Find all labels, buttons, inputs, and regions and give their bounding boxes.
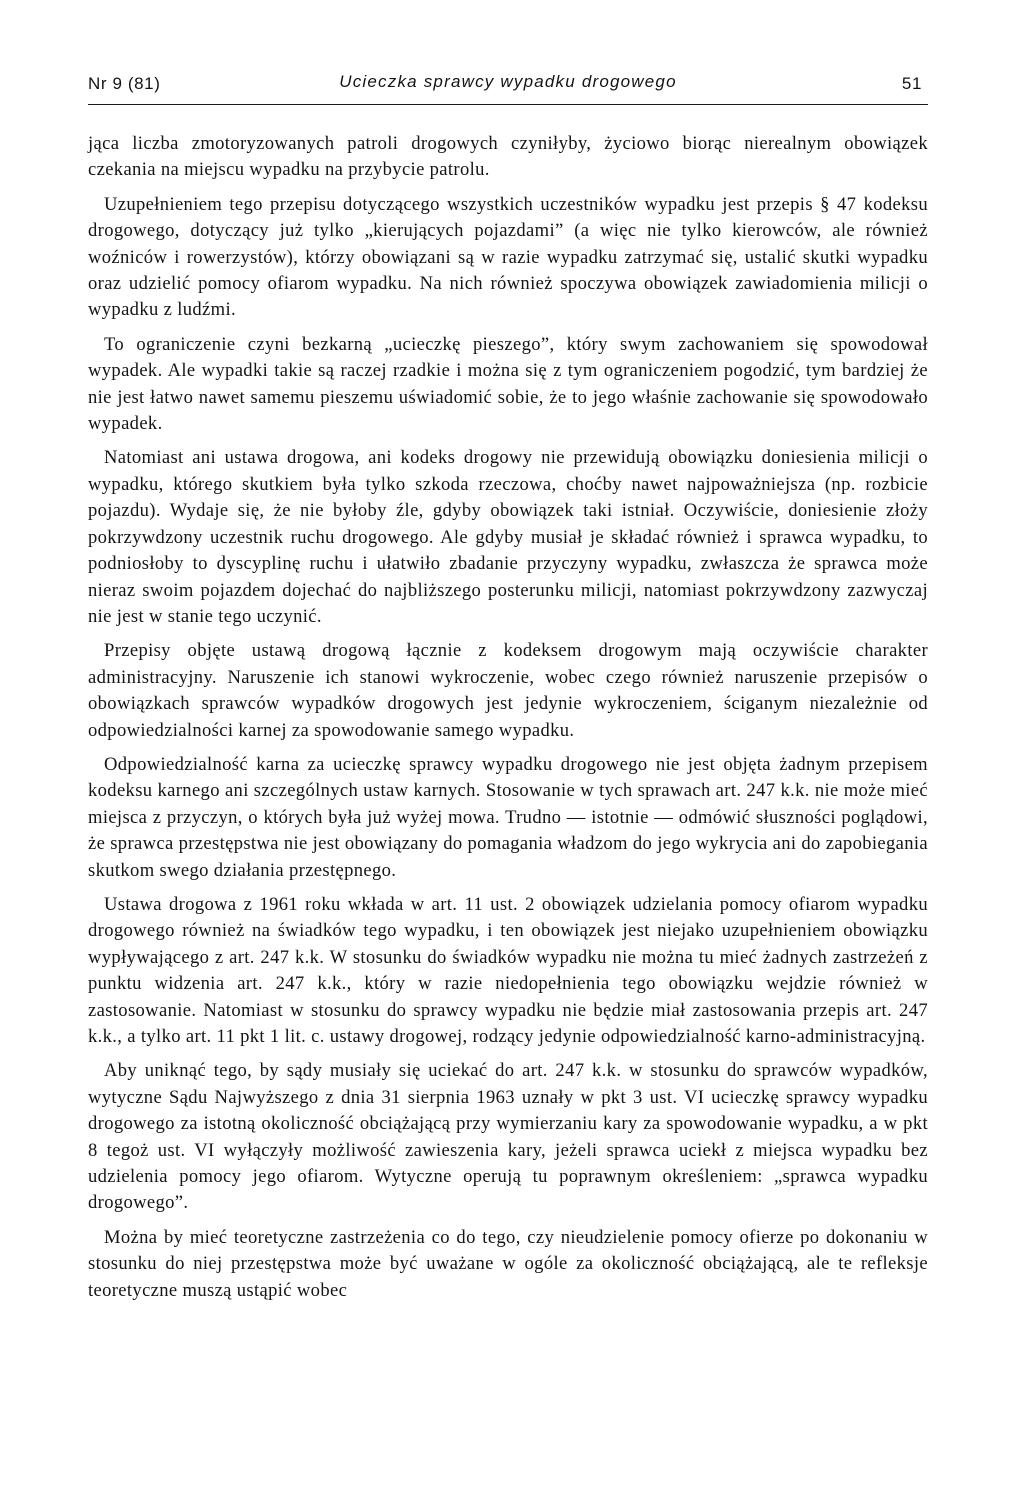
paragraph: Natomiast ani ustawa drogowa, ani kodeks drogowy nie przewidują obowiązku doniesienia milicji o wypadku, którego skutkiem była tylko szkoda rzeczowa, choćby nawet najpoważniejsza (np. rozbicie pojazdu). Wydaje się, że nie byłoby źle, gdyby obowiązek taki istniał. Oczywiście, doniesienie złoży pokrzywdzony uczestnik ruchu drogowego. Ale gdyby musiał je składać również i sprawca wypadku, to podniosłoby to dyscyplinę ruchu i ułatwiło zbadanie przyczyny wypadku, zwłaszcza że sprawca może nieraz swoim pojazdem dojechać do najbliższego posterunku milicji, natomiast pokrzywdzony zazwyczaj nie jest w stanie tego uczynić. (88, 447, 928, 627)
paragraph: Uzupełnieniem tego przepisu dotyczącego wszystkich uczestników wypadku jest przepis § 47 kodeksu drogowego, dotyczący już tylko „kierujących pojazdami” (a więc nie tylko kierowców, ale również woźniców i rowerzystów), którzy obowiązani są w razie wypadku zatrzymać się, ustalić skutki wypadku oraz udzielić pomocy ofiarom wypadku. Na nich również spoczywa obowiązek zawiadomienia milicji o wypadku z ludźmi. (88, 193, 928, 321)
paragraph-continued: jąca liczba zmotoryzowanych patroli drogowych czyniłyby, życiowo biorąc nierealnym obowiązek czekania na miejscu wypadku na przybycie patrolu. (88, 133, 928, 181)
article-body (88, 131, 928, 1312)
paragraph: Ustawa drogowa z 1961 roku wkłada w art. 11 ust. 2 obowiązek udzielania pomocy ofiarom wypadku drogowego również na świadków tego wypadku, i ten obowiązek jest niejako uzupełnieniem obowiązku wypływającego z art. 247 k.k. W stosunku do świadków wypadku nie można tu mieć żadnych zastrzeżeń z punktu widzenia art. 247 k.k., który w razie niedopełnienia tego obowiązku wejdzie również w zastosowanie. Natomiast w stosunku do sprawcy wypadku nie będzie miał zastosowania przepis art. 247 k.k., a tylko art. 11 pkt 1 lit. c. ustawy drogowej, rodzący jedynie odpowiedzialność karno-administracyjną. (88, 893, 928, 1047)
paragraph: Odpowiedzialność karna za ucieczkę sprawcy wypadku drogowego nie jest objęta żadnym przepisem kodeksu karnego ani szczególnych ustaw karnych. Stosowanie w tych sprawach art. 247 k.k. nie może mieć miejsca z przyczyn, o których była już wyżej mowa. Trudno — istotnie — odmówić słuszności poglądowi, że sprawca przestępstwa nie jest obowiązany do pomagania władzom do jego wykrycia ani do zapobiegania skutkom swego działania przestępnego. (88, 753, 928, 881)
article-title: Ucieczka sprawcy wypadku drogowego (339, 72, 677, 91)
running-header (88, 66, 928, 105)
paragraph: Przepisy objęte ustawą drogową łącznie z kodeksem drogowym mają oczywiście charakter administracyjny. Naruszenie ich stanowi wykroczenie, wobec czego również naruszenie przepisów o obowiązkach sprawców wypadków drogowych jest jedynie wykroczeniem, ściganym niezależnie od odpowiedzialności karnej za spowodowanie samego wypadku. (88, 640, 928, 741)
paragraph: To ograniczenie czyni bezkarną „ucieczkę pieszego”, który swym zachowaniem się spowodował wypadek. Ale wypadki takie są raczej rzadkie i można się z tym ograniczeniem pogodzić, tym bardziej że nie jest łatwo nawet samemu pieszemu uświadomić sobie, że to jego właśnie zachowanie się spowodowało wypadek. (88, 333, 928, 435)
paragraph: Aby uniknąć tego, by sądy musiały się uciekać do art. 247 k.k. w stosunku do sprawców wypadków, wytyczne Sądu Najwyższego z dnia 31 sierpnia 1963 uznały w pkt 3 ust. VI ucieczkę sprawcy wypadku drogowego za istotną okoliczność obciążającą przy wymierzaniu kary za spowodowanie wypadku, a w pkt 8 tegoż ust. VI wyłączyły możliwość zawieszenia kary, jeżeli sprawca uciekł z miejsca wypadku bez udzielenia pomocy jego ofiarom. Wytyczne operują tu poprawnym określeniem: „sprawca wypadku drogowego”. (88, 1060, 928, 1214)
page-number: 51 (901, 74, 922, 93)
issue-number: Nr 9 (81) (88, 74, 161, 93)
paragraph: Można by mieć teoretyczne zastrzeżenia co do tego, czy nieudzielenie pomocy ofierze po dokonaniu w stosunku do niej przestępstwa może być uważane w ogóle za okoliczność obciążającą, ale te refleksje teoretyczne muszą ustąpić wobec (88, 1226, 928, 1301)
